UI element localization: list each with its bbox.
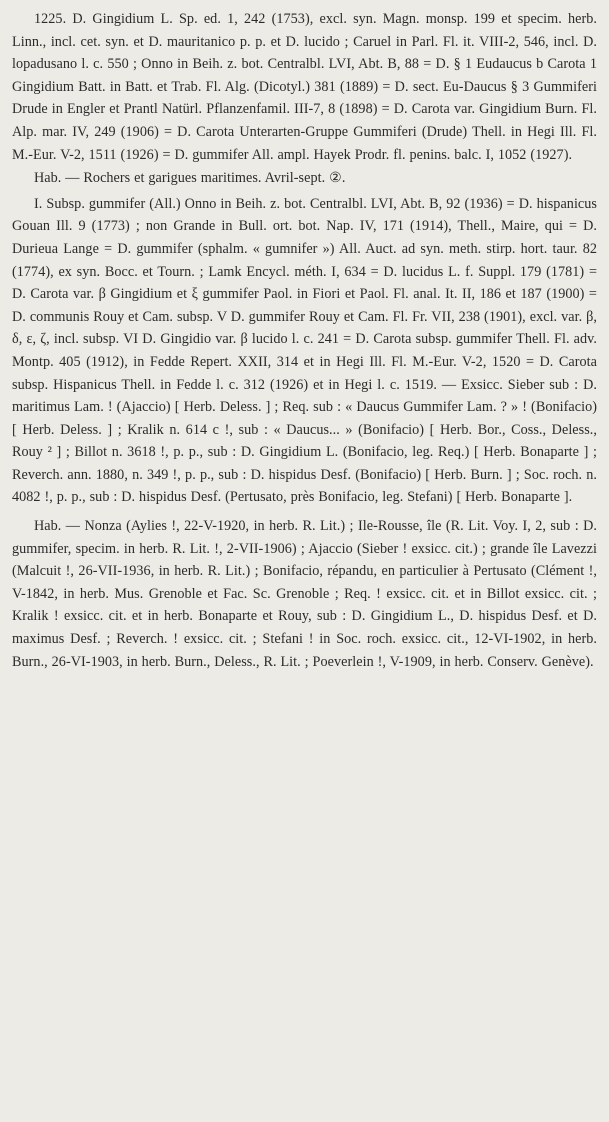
subsp-gummifer-synonymy: I. Subsp. gummifer (All.) Onno in Beih. z. bot. Centralbl. LVI, Abt. B, 92 (1936) = D. hispanicus Gouan Ill. 9 (1773) ; non Grande in Bull. ort. bot. Nap. IV, 171 (1914), Thell., Maire, qui = D. Durieua Lange = D. gummifer (sphalm. « gumnifer ») All. Auct. ad syn. meth. stirp. hort. taur. 82 (1774), ex syn. Bocc. et Tourn. ; Lamk Encycl. méth. I, 634 = D. lucidus L. f. Suppl. 179 (1781) = D. Carota var. β Gingidium et ξ gummifer Paol. in Fiori et Paol. Fl. anal. It. II, 186 et 187 (1900) = D. communis Rouy et Cam. subsp. V D. gummifer Rouy et Cam. Fl. Fr. VII, 238 (1901), excl. var. β, δ, ε, ζ, incl. subsp. VI D. Gingidio var. β lucido l. c. 241 = D. Carota subsp. gummifer Thell. Fl. adv. Montp. 405 (1912), in Fedde Repert. XXII, 314 et in Hegi Ill. Fl. M.-Eur. V-2, 1520 = D. Carota subsp. Hispanicus Thell. in Fedde l. c. 312 (1926) et in Hegi l. c. 1519. — Exsicc. Sieber sub : D. maritimus Lam. ! (Ajaccio) [ Herb. Deless. ] ; Req. sub : « Daucus Gummifer Lam. ? » ! (Bonifacio) [ Herb. Deless. ] ; Kralik n. 614 c !, sub : « Daucus... » (Bonifacio) [ Herb. Bor., Coss., Deless., Rouy ² ] ; Billot n. 3618 !, p. p., sub : D. Gingidium L. (Bonifacio, leg. Req.) [ Herb. Bonaparte ] ; Reverch. ann. 1880, n. 349 !, p. p., sub : D. hispidus Desf. (Bonifacio) [ Herb. Burn. ] ; Soc. roch. n. 4082 !, p. p., sub : D. hispidus Desf. (Pertusato, près Bonifacio, leg. Stefani) [ Herb. Bonaparte ]. — [12, 195, 597, 506]
entry-1225-synonymy: 1225. D. Gingidium L. Sp. ed. 1, 242 (1753), excl. syn. Magn. monsp. 199 et specim. herb. Linn., incl. cet. syn. et D. mauritanico p. p. et D. lucido ; Caruel in Parl. Fl. it. VIII-2, 546, incl. D. lopadusano l. c. 550 ; Onno in Beih. z. bot. Centralbl. LVI, Abt. B, 88 = D. § 1 Eudaucus b Carota 1 Gingidium Batt. in Batt. et Trab. Fl. Alg. (Dicotyl.) 381 (1889) = D. sect. Eu-Daucus § 3 Gummiferi Drude in Engler et Prantl Natürl. Pflanzenfamil. III-7, 8 (1898) = D. Carota var. Gingidium Burn. Fl. Alp. mar. IV, 249 (1906) = D. Carota Unterarten-Gruppe Gummiferi (Drude) Thell. in Hegi Ill. Fl. M.-Eur. V-2, 1511 (1926) = D. gummifer All. ampl. Hayek Prodr. fl. penins. balc. I, 1052 (1927). — [12, 11, 597, 163]
entry-1225-habitat: Hab. — Rochers et garigues maritimes. Avril-sept. ②. — [34, 170, 346, 187]
subsp-gummifer-habitat: Hab. — Nonza (Aylies !, 22-V-1920, in herb. R. Lit.) ; Ile-Rousse, île (R. Lit. Voy. I, 2, sub : D. gummifer, specim. in herb. R. Lit. !, 2-VII-1906) ; Ajaccio (Sieber ! exsicc. cit.) ; grande île Lavezzi (Malcuit !, 26-VII-1936, in herb. R. Lit.) ; Bonifacio, répandu, en particulier à Pertusato (Clément !, V-1842, in herb. Mus. Grenoble et Fac. Sc. Grenoble ; Req. ! exsicc. cit. et in Billot exsicc. cit. ; Kralik ! exsicc. cit. et in herb. Bonaparte et Rouy, sub : D. Gingidium L., D. hispidus Desf. et D. maximus Desf. ; Reverch. ! exsicc. cit. ; Stefani ! in Soc. roch. exsicc. cit., 12-VI-1902, in herb. Burn., 26-VI-1903, in herb. Burn., Deless., R. Lit. ; Poeverlein !, V-1909, in herb. Conserv. Genève). — [12, 518, 597, 670]
